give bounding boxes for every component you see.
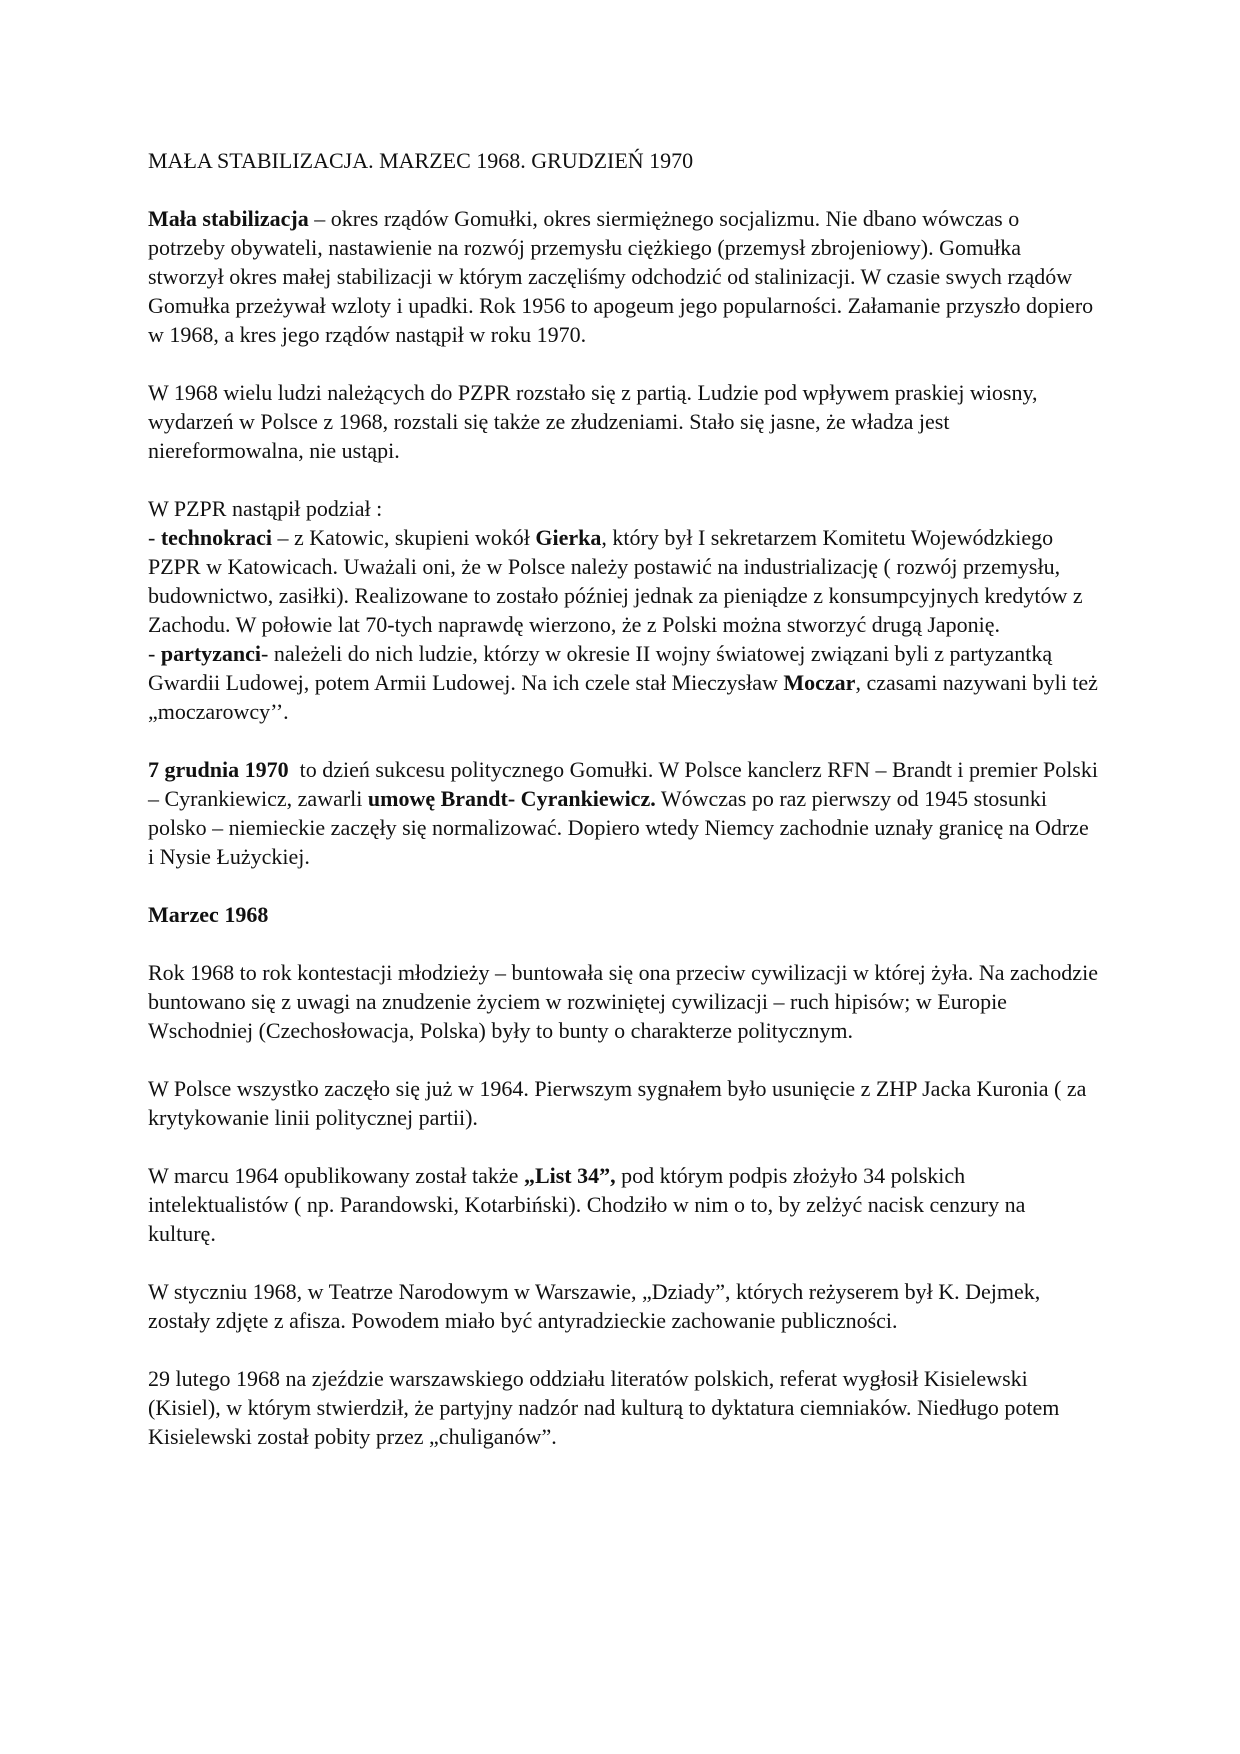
list-item-technokraci (148, 523, 1098, 639)
list-item-text: - należeli do nich ludzie, którzy w okresie II wojny światowej związani byli z partyzantką Gwardii Ludowej, potem Armii Ludowej. Na ich czele stał Mieczysław (148, 641, 1053, 695)
paragraph-kontestacja: Rok 1968 to rok kontestacji młodzieży – buntowała się ona przeciw cywilizacji w której żyła. Na zachodzie buntowano się z uwagi na znudzenie życiem w rozwiniętej cywilizacji – ruch hipisów; w Europie Wschodniej (Czechosłowacja, Polska) były to bunty o charakterze politycznym. (148, 960, 1098, 1043)
name-gierka: Gierka (535, 525, 602, 550)
term-mala-stabilizacja: Mała stabilizacja (148, 206, 309, 231)
paragraph-1968-pzpr: W 1968 wielu ludzi należących do PZPR rozstało się z partią. Ludzie pod wpływem praskiej wiosny, wydarzeń w Polsce z 1968, rozstali się także ze złudzeniami. Stało się jasne, że władza jest niereformowalna, nie ustąpi. (148, 380, 1038, 463)
paragraph-list-34 (148, 1161, 1098, 1248)
list-item-text: – z Katowic, skupieni wokół (272, 525, 536, 550)
list-item-text: , czasami nazywani byli też „moczarowcy’’. (148, 670, 1098, 724)
term-technokraci: technokraci (160, 525, 273, 550)
paragraph-mala-stabilizacja (148, 204, 1098, 349)
list-dash: - (148, 525, 161, 550)
list-item-partyzanci (148, 639, 1098, 726)
paragraph-7-grudnia-1970 (148, 755, 1104, 871)
document-page (148, 146, 1104, 1480)
term-list-34: „List 34”, (523, 1163, 616, 1188)
list-item-text: , który był I sekretarzem Komitetu Wojewódzkiego PZPR w Katowicach. Uważali oni, że w Polsce należy postawić na industrializację ( rozwój przemysłu, budownictwo, zasiłki). Realizowane to zostało później jednak za pieniądze z konsumpcyjnych kredytów z Zachodu. W połowie lat 70-tych naprawdę wierzono, że z Polski można stworzyć drugą Japonię. (148, 525, 1083, 637)
heading-marzec-1968: Marzec 1968 (148, 902, 269, 927)
term-partyzanci: partyzanci (160, 641, 262, 666)
paragraph-dziady: W styczniu 1968, w Teatrze Narodowym w Warszawie, „Dziady”, których reżyserem był K. Dejmek, zostały zdjęte z afisza. Powodem miało być antyradzieckie zachowanie publiczności. (148, 1279, 1041, 1333)
paragraph-text: Wówczas po raz pierwszy od 1945 stosunki polsko – niemieckie zaczęły się normalizować. Dopiero wtedy Niemcy zachodnie uznały granicę na Odrze i Nysie Łużyckiej. (148, 786, 1089, 869)
list-dash: - (148, 641, 161, 666)
document-title: MAŁA STABILIZACJA. MARZEC 1968. GRUDZIEŃ 1970 (148, 148, 694, 173)
name-moczar: Moczar (783, 670, 856, 695)
paragraph-text: to dzień sukcesu politycznego Gomułki. W Polsce kanclerz RFN – Brandt i premier Polski – Cyrankiewicz, zawarli (148, 757, 1104, 811)
paragraph-text: W marcu 1964 opublikowany został także (148, 1163, 524, 1188)
term-umowa-brandt-cyrankiewicz: umowę Brandt- Cyrankiewicz. (367, 786, 656, 811)
paragraph-kisielewski: 29 lutego 1968 na zjeździe warszawskiego oddziału literatów polskich, referat wygłosił Kisielewski (Kisiel), w którym stwierdził, że partyjny nadzór nad kulturą to dyktatura ciemniaków. Niedługo potem Kisielewski został pobity przez „chuliganów”. (148, 1366, 1060, 1449)
paragraph-text: pod którym podpis złożyło 34 polskich intelektualistów ( np. Parandowski, Kotarbiński). Chodziło w nim o to, by zelżyć nacisk cenzury na kulturę. (148, 1163, 1026, 1246)
paragraph-podzial-intro: W PZPR nastąpił podział : (148, 496, 383, 521)
paragraph-text: – okres rządów Gomułki, okres siermiężnego socjalizmu. Nie dbano wówczas o potrzeby obywateli, nastawienie na rozwój przemysłu ciężkiego (przemysł zbrojeniowy). Gomułka stworzył okres małej stabilizacji w którym zaczęliśmy odchodzić od stalinizacji. W czasie swych rządów Gomułka przeżywał wzloty i upadki. Rok 1956 to apogeum jego popularności. Załamanie przyszło dopiero w 1968, a kres jego rządów nastąpił w roku 1970. (148, 206, 1094, 347)
paragraph-1964-kuron: W Polsce wszystko zaczęło się już w 1964. Pierwszym sygnałem było usunięcie z ZHP Jacka Kuronia ( za krytykowanie linii politycznej partii). (148, 1076, 1087, 1130)
date-7-grudnia-1970: 7 grudnia 1970 (148, 757, 289, 782)
